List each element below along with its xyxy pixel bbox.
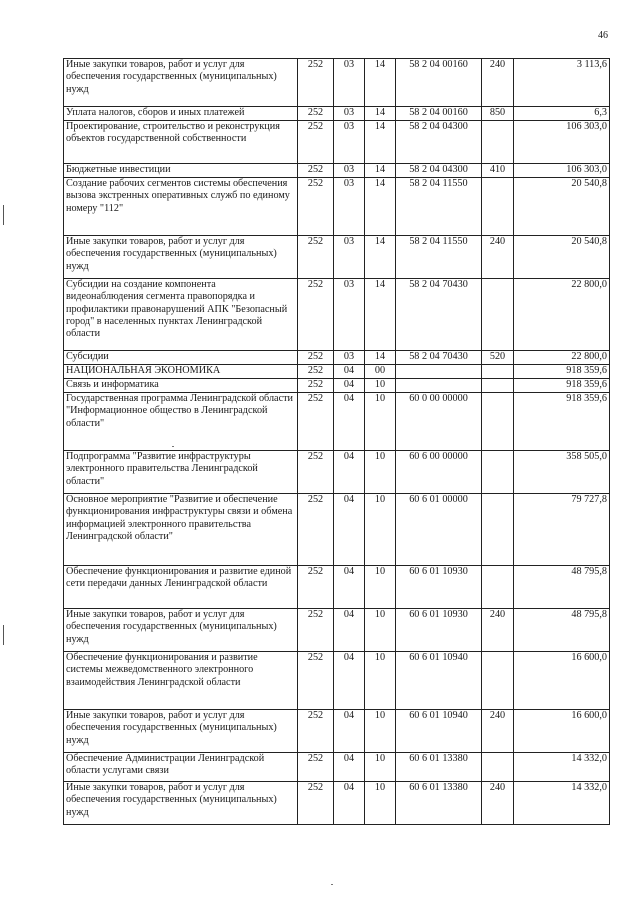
- row-subsection: 10: [365, 566, 396, 609]
- row-amount: 3 113,6: [514, 59, 610, 107]
- table-row: [64, 753, 610, 782]
- row-expense-type: [482, 494, 514, 566]
- row-subsection: 14: [365, 178, 396, 236]
- row-admin-code: 252: [298, 710, 334, 753]
- row-amount: 22 800,0: [514, 279, 610, 351]
- row-amount: 918 359,6: [514, 393, 610, 451]
- table-row: [64, 351, 610, 365]
- row-name: Подпрограмма "Развитие инфраструктуры электронного правительства Ленинградской области": [64, 451, 298, 494]
- row-target-article: 60 6 01 13380: [396, 782, 482, 825]
- row-admin-code: 252: [298, 121, 334, 164]
- row-name: Создание рабочих сегментов системы обеспечения вызова экстренных оперативных служб по единому номеру "112": [64, 178, 298, 236]
- row-target-article: 60 6 01 10930: [396, 609, 482, 652]
- row-admin-code: 252: [298, 753, 334, 782]
- row-expense-type: [482, 652, 514, 710]
- row-amount: 14 332,0: [514, 782, 610, 825]
- row-expense-type: 240: [482, 782, 514, 825]
- row-subsection: 10: [365, 451, 396, 494]
- row-amount: 106 303,0: [514, 164, 610, 178]
- row-name: Субсидии на создание компонента видеонаблюдения сегмента правопорядка и профилактики правонарушений АПК "Безопасный город" в населенных пунктах Ленинградской области: [64, 279, 298, 351]
- row-section: 04: [334, 652, 365, 710]
- row-amount: 16 600,0: [514, 652, 610, 710]
- row-target-article: [396, 365, 482, 379]
- table-row: [64, 652, 610, 710]
- table-row: [64, 59, 610, 107]
- row-target-article: 58 2 04 70430: [396, 279, 482, 351]
- row-name: Обеспечение функционирования и развитие системы межведомственного электронного взаимодействия Ленинградской области: [64, 652, 298, 710]
- row-name: Иные закупки товаров, работ и услуг для обеспечения государственных (муниципальных) нужд: [64, 236, 298, 279]
- row-subsection: 14: [365, 351, 396, 365]
- row-admin-code: 252: [298, 178, 334, 236]
- table-row: [64, 178, 610, 236]
- row-section: 04: [334, 782, 365, 825]
- row-section: 04: [334, 365, 365, 379]
- row-admin-code: 252: [298, 451, 334, 494]
- row-section: 03: [334, 59, 365, 107]
- row-target-article: 60 6 01 10930: [396, 566, 482, 609]
- row-expense-type: 850: [482, 107, 514, 121]
- row-name: Иные закупки товаров, работ и услуг для обеспечения государственных (муниципальных) нужд: [64, 782, 298, 825]
- row-name: Проектирование, строительство и реконструкция объектов государственной собственности: [64, 121, 298, 164]
- row-name: Связь и информатика: [64, 379, 298, 393]
- row-amount: 48 795,8: [514, 609, 610, 652]
- row-name: Уплата налогов, сборов и иных платежей: [64, 107, 298, 121]
- row-subsection: 14: [365, 59, 396, 107]
- row-expense-type: 240: [482, 710, 514, 753]
- row-expense-type: [482, 379, 514, 393]
- row-admin-code: 252: [298, 351, 334, 365]
- row-section: 04: [334, 451, 365, 494]
- table-row: [64, 379, 610, 393]
- row-admin-code: 252: [298, 59, 334, 107]
- row-target-article: 58 2 04 04300: [396, 121, 482, 164]
- row-target-article: 58 2 04 00160: [396, 107, 482, 121]
- row-section: 03: [334, 279, 365, 351]
- row-admin-code: 252: [298, 164, 334, 178]
- row-expense-type: [482, 365, 514, 379]
- table-row: [64, 365, 610, 379]
- row-expense-type: [482, 451, 514, 494]
- row-expense-type: 520: [482, 351, 514, 365]
- row-name: Иные закупки товаров, работ и услуг для обеспечения государственных (муниципальных) нужд: [64, 609, 298, 652]
- table-row: [64, 451, 610, 494]
- row-target-article: 60 6 01 10940: [396, 710, 482, 753]
- row-section: 04: [334, 494, 365, 566]
- row-section: 04: [334, 379, 365, 393]
- row-amount: 20 540,8: [514, 236, 610, 279]
- row-subsection: 00: [365, 365, 396, 379]
- row-name: Обеспечение Администрации Ленинградской области услугами связи: [64, 753, 298, 782]
- row-target-article: 58 2 04 04300: [396, 164, 482, 178]
- row-admin-code: 252: [298, 566, 334, 609]
- table-row: [64, 164, 610, 178]
- row-amount: 358 505,0: [514, 451, 610, 494]
- row-subsection: 10: [365, 379, 396, 393]
- row-subsection: 14: [365, 107, 396, 121]
- page-number: 46: [598, 30, 608, 41]
- row-subsection: 10: [365, 494, 396, 566]
- table-row: [64, 710, 610, 753]
- row-target-article: 58 2 04 11550: [396, 178, 482, 236]
- row-amount: 14 332,0: [514, 753, 610, 782]
- table-row: [64, 393, 610, 451]
- row-subsection: 10: [365, 710, 396, 753]
- row-amount: 918 359,6: [514, 379, 610, 393]
- row-section: 04: [334, 566, 365, 609]
- row-admin-code: 252: [298, 782, 334, 825]
- row-amount: 16 600,0: [514, 710, 610, 753]
- row-admin-code: 252: [298, 609, 334, 652]
- row-name: Бюджетные инвестиции: [64, 164, 298, 178]
- row-expense-type: [482, 566, 514, 609]
- row-admin-code: 252: [298, 652, 334, 710]
- row-target-article: 60 6 01 13380: [396, 753, 482, 782]
- row-expense-type: 240: [482, 609, 514, 652]
- row-amount: 106 303,0: [514, 121, 610, 164]
- row-section: 03: [334, 121, 365, 164]
- row-subsection: 14: [365, 121, 396, 164]
- row-admin-code: 252: [298, 107, 334, 121]
- row-expense-type: 410: [482, 164, 514, 178]
- row-amount: 6,3: [514, 107, 610, 121]
- row-section: 03: [334, 178, 365, 236]
- row-subsection: 14: [365, 164, 396, 178]
- row-target-article: [396, 379, 482, 393]
- row-admin-code: 252: [298, 365, 334, 379]
- budget-table: [63, 58, 610, 825]
- row-target-article: 58 2 04 70430: [396, 351, 482, 365]
- row-admin-code: 252: [298, 279, 334, 351]
- row-subsection: 10: [365, 652, 396, 710]
- row-section: 03: [334, 236, 365, 279]
- row-name: Основное мероприятие "Развитие и обеспечение функционирования инфраструктуры связи и обмена информацией электронного правительства Ленинградской области": [64, 494, 298, 566]
- row-expense-type: 240: [482, 236, 514, 279]
- table-row: [64, 494, 610, 566]
- scan-speck: [331, 884, 333, 885]
- row-target-article: 60 6 00 00000: [396, 451, 482, 494]
- row-name: НАЦИОНАЛЬНАЯ ЭКОНОМИКА: [64, 365, 298, 379]
- row-name: Иные закупки товаров, работ и услуг для обеспечения государственных (муниципальных) нужд: [64, 59, 298, 107]
- scan-edge-mark: [3, 625, 4, 645]
- row-section: 03: [334, 164, 365, 178]
- row-subsection: 10: [365, 782, 396, 825]
- row-section: 04: [334, 609, 365, 652]
- row-section: 04: [334, 710, 365, 753]
- scan-edge-mark: [3, 205, 4, 225]
- row-amount: 22 800,0: [514, 351, 610, 365]
- row-target-article: 60 6 01 10940: [396, 652, 482, 710]
- row-name: Субсидии: [64, 351, 298, 365]
- row-expense-type: [482, 393, 514, 451]
- row-section: 03: [334, 351, 365, 365]
- row-expense-type: 240: [482, 59, 514, 107]
- row-admin-code: 252: [298, 393, 334, 451]
- row-amount: 79 727,8: [514, 494, 610, 566]
- table-row: [64, 279, 610, 351]
- table-row: [64, 236, 610, 279]
- row-amount: 20 540,8: [514, 178, 610, 236]
- row-subsection: 14: [365, 279, 396, 351]
- row-expense-type: [482, 753, 514, 782]
- row-name: Обеспечение функционирования и развитие единой сети передачи данных Ленинградской области: [64, 566, 298, 609]
- row-expense-type: [482, 279, 514, 351]
- row-amount: 918 359,6: [514, 365, 610, 379]
- row-amount: 48 795,8: [514, 566, 610, 609]
- row-subsection: 10: [365, 753, 396, 782]
- row-target-article: 60 6 01 00000: [396, 494, 482, 566]
- row-section: 04: [334, 753, 365, 782]
- row-name: Государственная программа Ленинградской области "Информационное общество в Ленинградской области": [64, 393, 298, 451]
- row-subsection: 14: [365, 236, 396, 279]
- row-target-article: 58 2 04 00160: [396, 59, 482, 107]
- table-row: [64, 782, 610, 825]
- table-row: [64, 107, 610, 121]
- row-target-article: 60 0 00 00000: [396, 393, 482, 451]
- row-name: Иные закупки товаров, работ и услуг для обеспечения государственных (муниципальных) нужд: [64, 710, 298, 753]
- row-admin-code: 252: [298, 236, 334, 279]
- row-target-article: 58 2 04 11550: [396, 236, 482, 279]
- row-section: 04: [334, 393, 365, 451]
- row-subsection: 10: [365, 609, 396, 652]
- row-admin-code: 252: [298, 379, 334, 393]
- row-expense-type: [482, 121, 514, 164]
- table-row: [64, 121, 610, 164]
- table-row: [64, 566, 610, 609]
- row-section: 03: [334, 107, 365, 121]
- row-expense-type: [482, 178, 514, 236]
- row-subsection: 10: [365, 393, 396, 451]
- table-row: [64, 609, 610, 652]
- row-admin-code: 252: [298, 494, 334, 566]
